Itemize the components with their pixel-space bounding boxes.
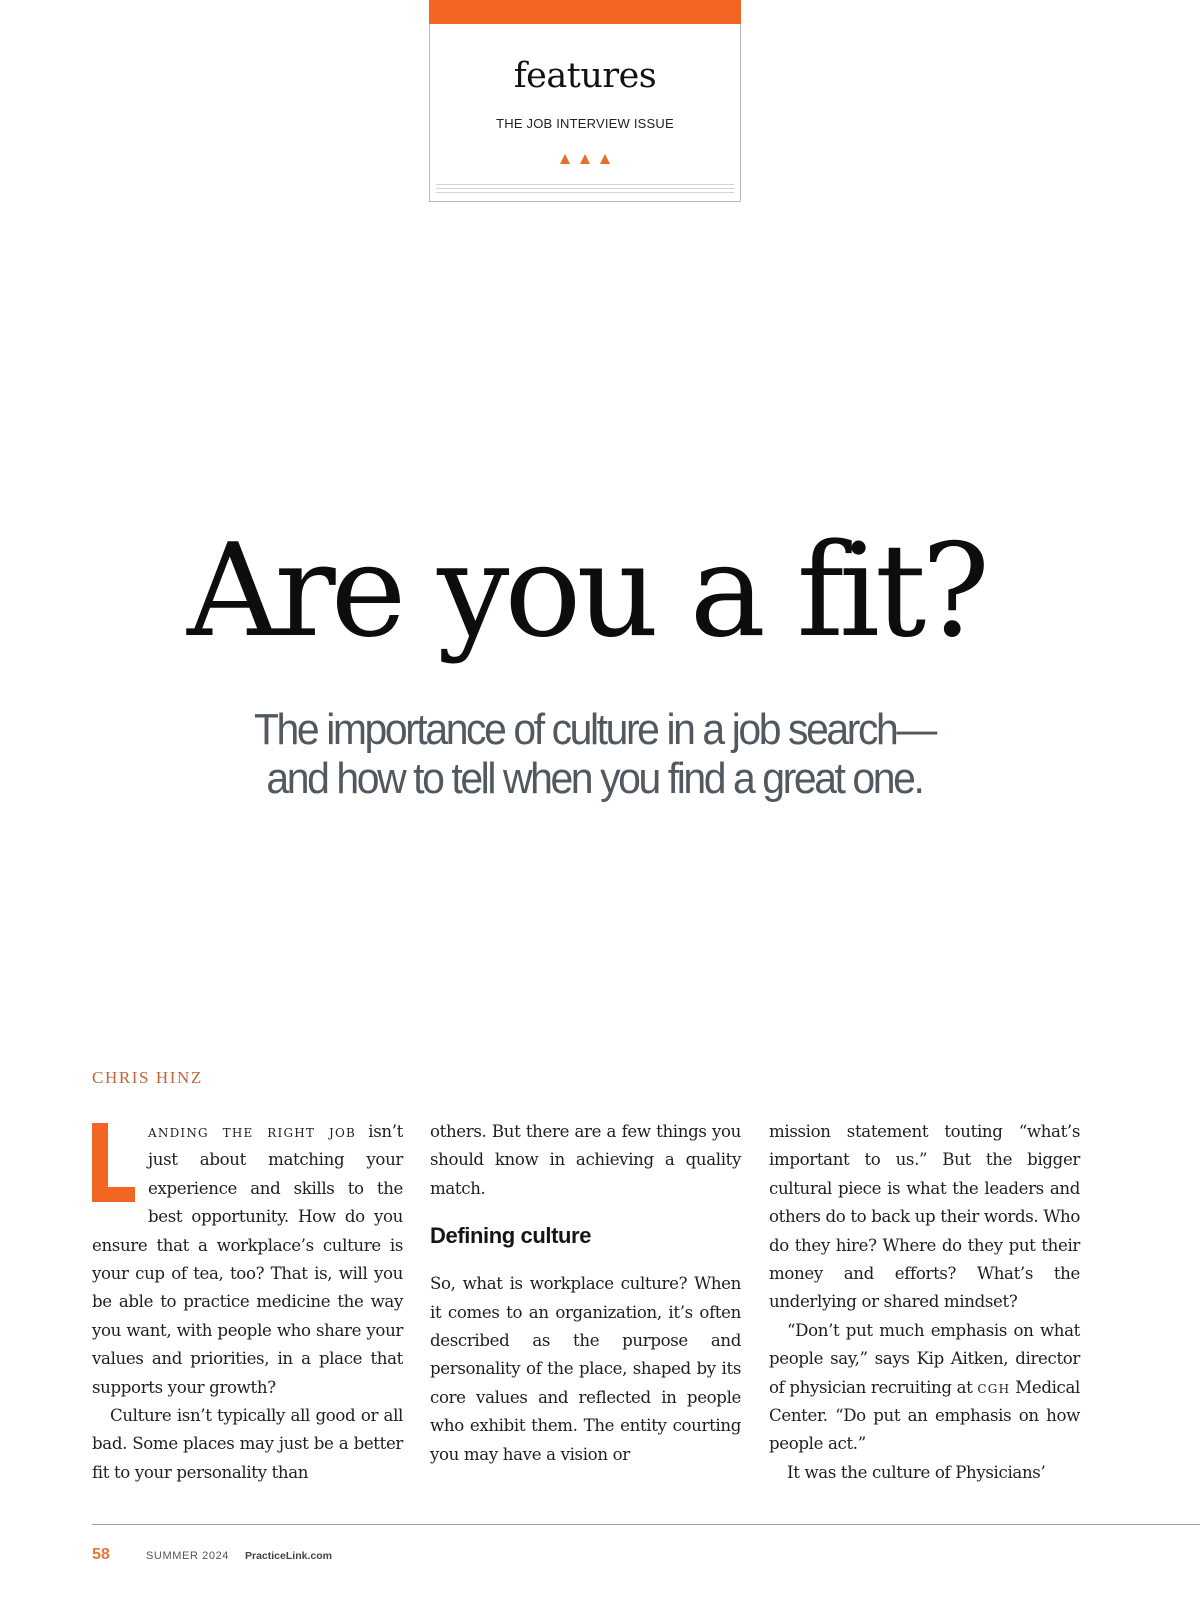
paragraph [769,1317,1080,1459]
paragraph: Culture isn’t typically all good or all bad. Some places may just be a better fit to your personality than [92,1406,403,1482]
triangle-icon [600,154,610,164]
paragraph: So, what is workplace culture? When it comes to an organization, it’s often described as the purpose and personality of the place, shaped by its core values and reflected in people who exhibit them. The entity courting you may have a vision or [430,1274,741,1464]
article-deck [42,705,1158,803]
triangle-icon [560,154,570,164]
section-subtitle: THE JOB INTERVIEW ISSUE [496,116,674,131]
paragraph: others. But there are a few things you should know in achieving a quality match. [430,1122,741,1198]
org-abbrev: cgh [977,1377,1011,1397]
page-number: 58 [92,1546,110,1563]
tab-accent-bar [429,0,741,24]
lead-in: anding the right job [148,1122,357,1141]
drop-cap-l [92,1123,135,1208]
byline: CHRIS HINZ [92,1068,203,1087]
body-column-3 [769,1118,1080,1487]
deck-line-2: and how to tell when you find a great one. [266,754,923,803]
footer-rule [92,1524,1200,1525]
section-title: features [513,56,657,96]
section-tab [429,0,741,202]
triangle-ornament [430,154,740,164]
paragraph-text: “Don’t put much emphasis on what people say,” says Kip Aitken, director of physician recruiting at [769,1320,1080,1397]
issue-label: SUMMER 2024 [146,1550,230,1562]
triangle-icon [580,154,590,164]
deck-line-1: The importance of culture in a job search— [253,705,935,754]
paragraph-text: isn’t just about matching your experience and skills to the best opportunity. How do you ensure that a workplace’s culture is your cup of tea, too? That is, will you be able to practice medicine the way you want, with people who share your values and priorities, in a place that supports your growth? [92,1122,403,1397]
tab-rule-lines [436,184,734,196]
article-headline: Are you a fit? [187,517,985,666]
paragraph-text: Medical Center. “Do put an emphasis on how people act.” [769,1377,1080,1454]
paragraph: It was the culture of Physicians’ [787,1462,1046,1482]
body-column-1 [92,1118,403,1487]
site-link[interactable]: PracticeLink.com [245,1550,332,1562]
body-column-2 [430,1118,741,1469]
subhead: Defining culture [430,1223,592,1249]
paragraph: mission statement touting “what’s important to us.” But the bigger cultural piece is what the leaders and others do to back up their words. Who do they hire? Where do they put their money and efforts? What’s the underlying or shared mindset? [769,1122,1080,1312]
paragraph [92,1118,403,1402]
